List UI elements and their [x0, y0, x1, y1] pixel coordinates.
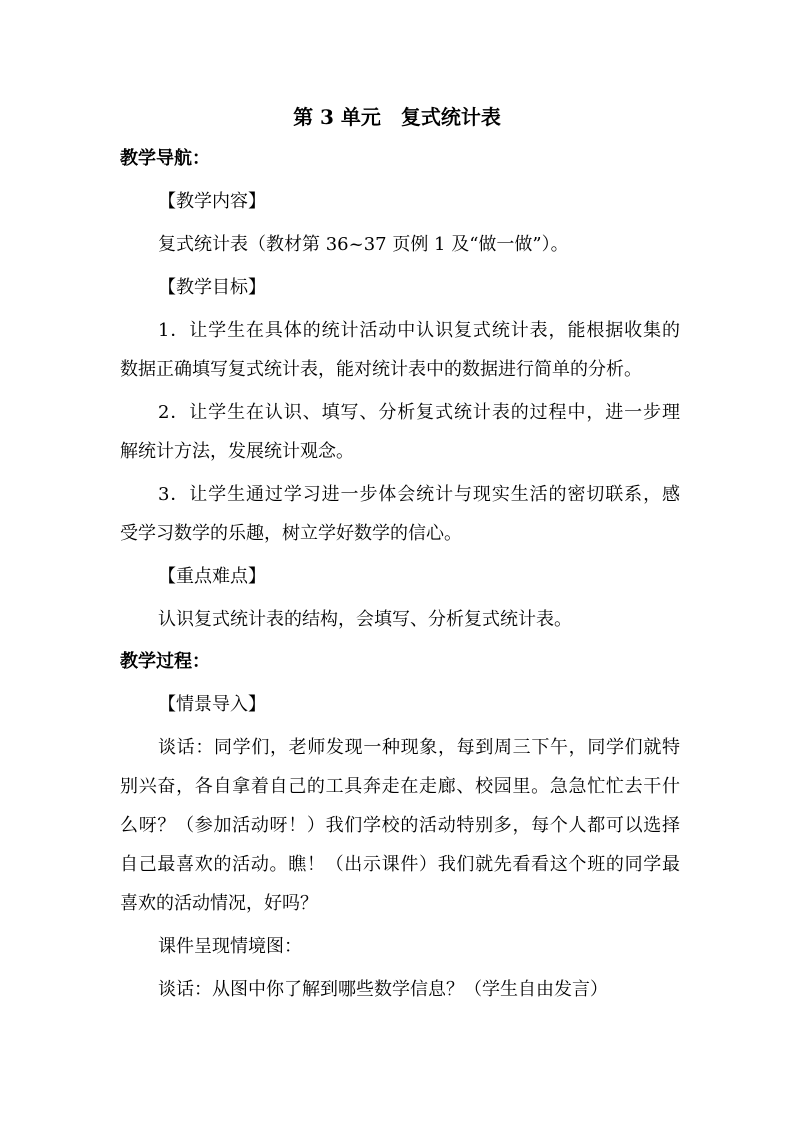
talk-question-text: 谈话：从图中你了解到哪些数学信息？（学生自由发言） [158, 979, 608, 1000]
goal-1-line-2: 数据正确填写复式统计表，能对统计表中的数据进行简单的分析。 [120, 359, 642, 380]
page-title: 第 3 单元 复式统计表 [293, 105, 501, 129]
courseware-scene-text: 课件呈现情境图： [158, 936, 302, 957]
intro-paragraph-line-2: 别兴奋，各自拿着自己的工具奔走在走廊、校园里。急急忙忙去干什 [120, 776, 680, 797]
heading-teaching-content: 【教学内容】 [158, 191, 266, 212]
heading-teaching-goals: 【教学目标】 [158, 277, 266, 298]
section-teaching-guide: 教学导航： [120, 148, 210, 169]
intro-paragraph-line-5: 喜欢的活动情况，好吗？ [120, 893, 318, 914]
goal-3-line-2: 受学习数学的乐趣，树立学好数学的信心。 [120, 523, 462, 544]
goal-3-line-1: 3．让学生通过学习进一步体会统计与现实生活的密切联系，感 [158, 484, 680, 505]
goal-2-line-2: 解统计方法，发展统计观念。 [120, 441, 354, 462]
heading-scene-intro: 【情景导入】 [158, 694, 266, 715]
teaching-content-text: 复式统计表（教材第 36~37 页例 1 及“做一做”）。 [158, 234, 569, 255]
intro-paragraph-line-1: 谈话：同学们，老师发现一种现象，每到周三下午，同学们就特 [158, 737, 680, 758]
goal-1-line-1: 1．让学生在具体的统计活动中认识复式统计表，能根据收集的 [158, 320, 680, 341]
goal-2-line-1: 2．让学生在认识、填写、分析复式统计表的过程中，进一步理 [158, 402, 680, 423]
heading-key-points: 【重点难点】 [158, 566, 266, 587]
intro-paragraph-line-4: 自己最喜欢的活动。瞧！（出示课件）我们就先看看这个班的同学最 [120, 854, 680, 875]
section-teaching-process: 教学过程： [120, 651, 210, 672]
intro-paragraph-line-3: 么呀？（参加活动呀！）我们学校的活动特别多，每个人都可以选择 [120, 815, 680, 836]
key-points-text: 认识复式统计表的结构，会填写、分析复式统计表。 [158, 609, 572, 630]
